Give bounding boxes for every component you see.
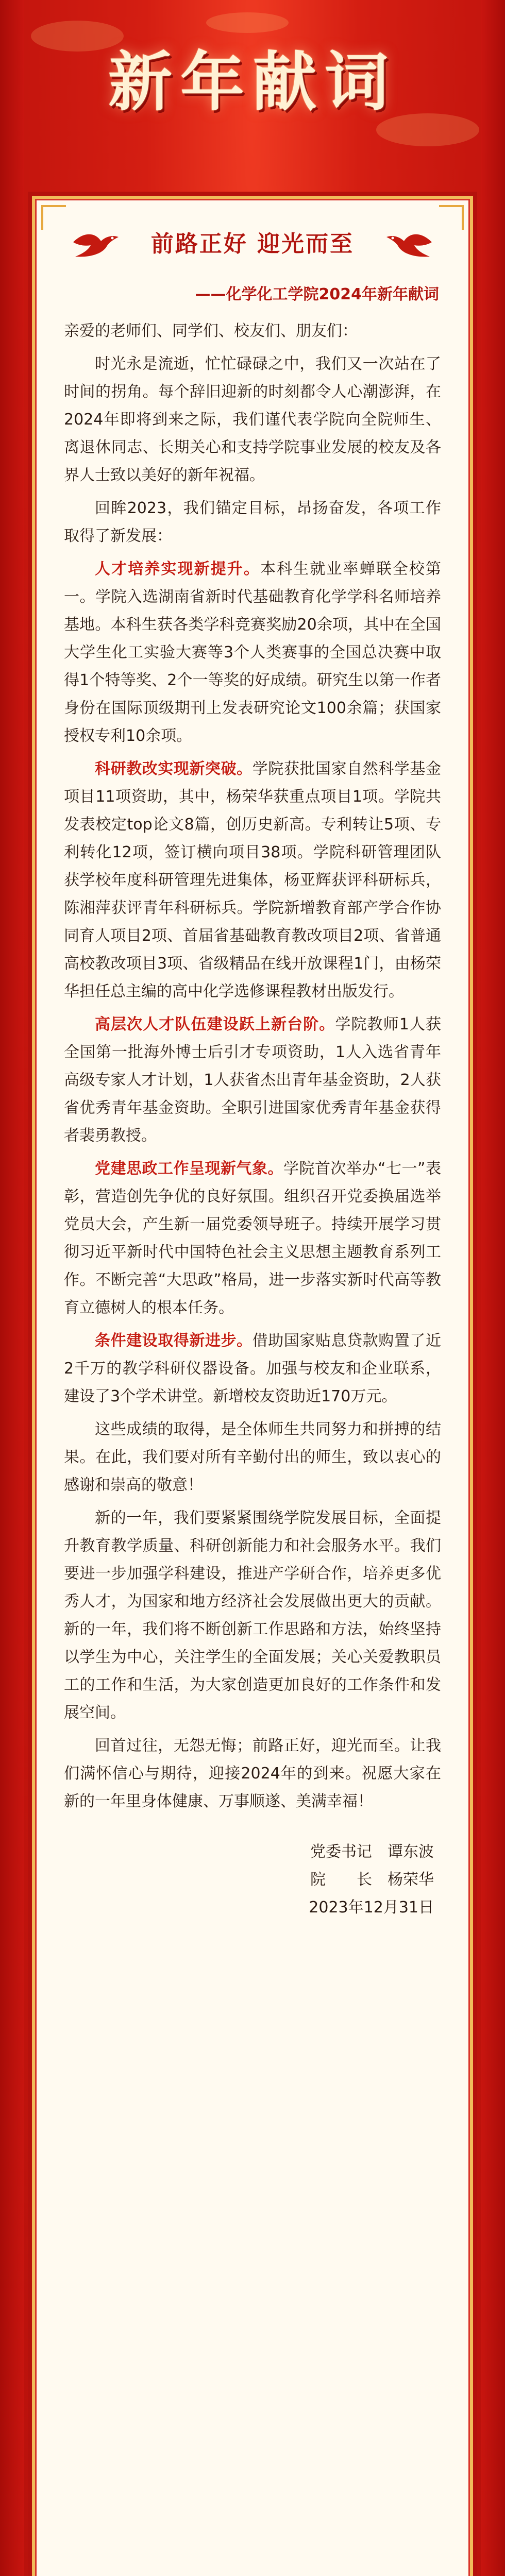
signature-dean: 院 长 杨荣华 — [310, 1871, 434, 1889]
subtitle-row — [35, 224, 470, 265]
section-heading: 科研教改实现新突破。 — [95, 760, 252, 778]
paragraph: 这些成绩的取得，是全体师生共同努力和拼搏的结果。在此，我们要对所有辛勤付出的师生，致以衷心的感谢和崇高的敬意！ — [64, 1420, 441, 1494]
signature-block — [64, 1838, 441, 1922]
swallow-icon — [384, 227, 434, 261]
paragraph: 人才培养实现新提升。本科生就业率蝉联全校第一。学院入选湖南省新时代基础教育化学学科名师培养基地。本科生获各类学科竞赛奖励20余项，其中在全国大学生化工实验大赛等3个人类赛事的全国总决赛中取得1个特等奖、2个一等奖的好成绩。研究生以第一作者身份在国际顶级期刊上发表研究论文100余篇；获国家授权专利10余项。 — [64, 560, 441, 745]
section-heading: 条件建设取得新进步。 — [95, 1332, 252, 1350]
section-heading: 高层次人才队伍建设跃上新台阶。 — [95, 1015, 335, 1033]
byline: ——化学化工学院2024年新年献词 — [195, 285, 439, 303]
paragraph: 党建思政工作呈现新气象。学院首次举办“七一”表彰，营造创先争优的良好氛围。组织召开党委换届选举党员大会，产生新一届党委领导班子。持续开展学习贯彻习近平新时代中国特色社会主义思想主题教育系列工作。不断完善“大思政”格局，进一步落实新时代高等教育立德树人的根本任务。 — [64, 1160, 441, 1317]
section-heading: 党建思政工作呈现新气象。 — [95, 1160, 283, 1178]
paragraph: 回首过往，无怨无悔；前路正好，迎光而至。让我们满怀信心与期待，迎接2024年的到来。祝愿大家在新的一年里身体健康、万事顺遂、美满幸福！ — [64, 1737, 441, 1810]
cloud-icon — [206, 12, 289, 33]
section-heading: 人才培养实现新提升。 — [95, 560, 260, 578]
paragraph: 时光永是流逝，忙忙碌碌之中，我们又一次站在了时间的拐角。每个辞旧迎新的时刻都令人心潮澎湃，在2024年即将到来之际，我们谨代表学院向全院师生、离退休同志、长期关心和支持学院事业发展的校友及各界人士致以美好的新年祝福。 — [64, 355, 441, 484]
header — [0, 0, 505, 175]
right-edge — [481, 0, 505, 2576]
paragraph: 新的一年，我们要紧紧围绕学院发展目标，全面提升教育教学质量、科研创新能力和社会服务水平。我们要进一步加强学科建设，推进产学研合作，培养更多优秀人才，为国家和地方经济社会发展做出更大的贡献。新的一年，我们将不断创新工作思路和方法，始终坚持以学生为中心，关注学生的全面发展；关心关爱教职员工的工作和生活，为大家创造更加良好的工作条件和发展空间。 — [64, 1509, 441, 1722]
subtitle: 前路正好 迎光而至 — [150, 231, 355, 257]
swallow-icon — [71, 227, 121, 261]
message-body — [64, 317, 441, 1922]
paragraph: 科研教改实现新突破。学院获批国家自然科学基金项目11项资助，其中，杨荣华获重点项目1项。学院共发表校定top论文8篇，创历史新高。专利转让5项、专利转化12项，签订横向项目38项。学院科研管理团队获学校年度科研管理先进集体，杨亚辉获评科研标兵，陈湘萍获评青年科研标兵。学院新增教育部产学合作协同育人项目2项、首届省基础教育教改项目2项、省普通高校教改项目3项、省级精品在线开放课程1门，由杨荣华担任总主编的高中化学选修课程教材出版发行。 — [64, 760, 442, 1001]
signature-date: 2023年12月31日 — [309, 1899, 434, 1917]
message-card — [32, 196, 473, 2576]
greeting: 亲爱的老师们、同学们、校友们、朋友们： — [64, 322, 358, 340]
paragraph: 回眸2023，我们锚定目标，昂扬奋发，各项工作取得了新发展： — [64, 499, 441, 545]
page-title: 新年献词 — [108, 45, 397, 120]
paragraph: 条件建设取得新进步。借助国家贴息贷款购置了近2千万的教学科研仪器设备。加强与校友和企业联系，建设了3个学术讲堂。新增校友资助近170万元。 — [64, 1332, 442, 1405]
paragraph: 高层次人才队伍建设跃上新台阶。学院教师1人获全国第一批海外博士后引才专项资助，1人入选省青年高级专家人才计划，1人获省杰出青年基金资助，2人获省优秀青年基金资助。全职引进国家优秀青年基金获得者裴勇教授。 — [64, 1015, 442, 1145]
left-edge — [0, 0, 24, 2576]
signature-secretary: 党委书记 谭东波 — [310, 1843, 434, 1861]
